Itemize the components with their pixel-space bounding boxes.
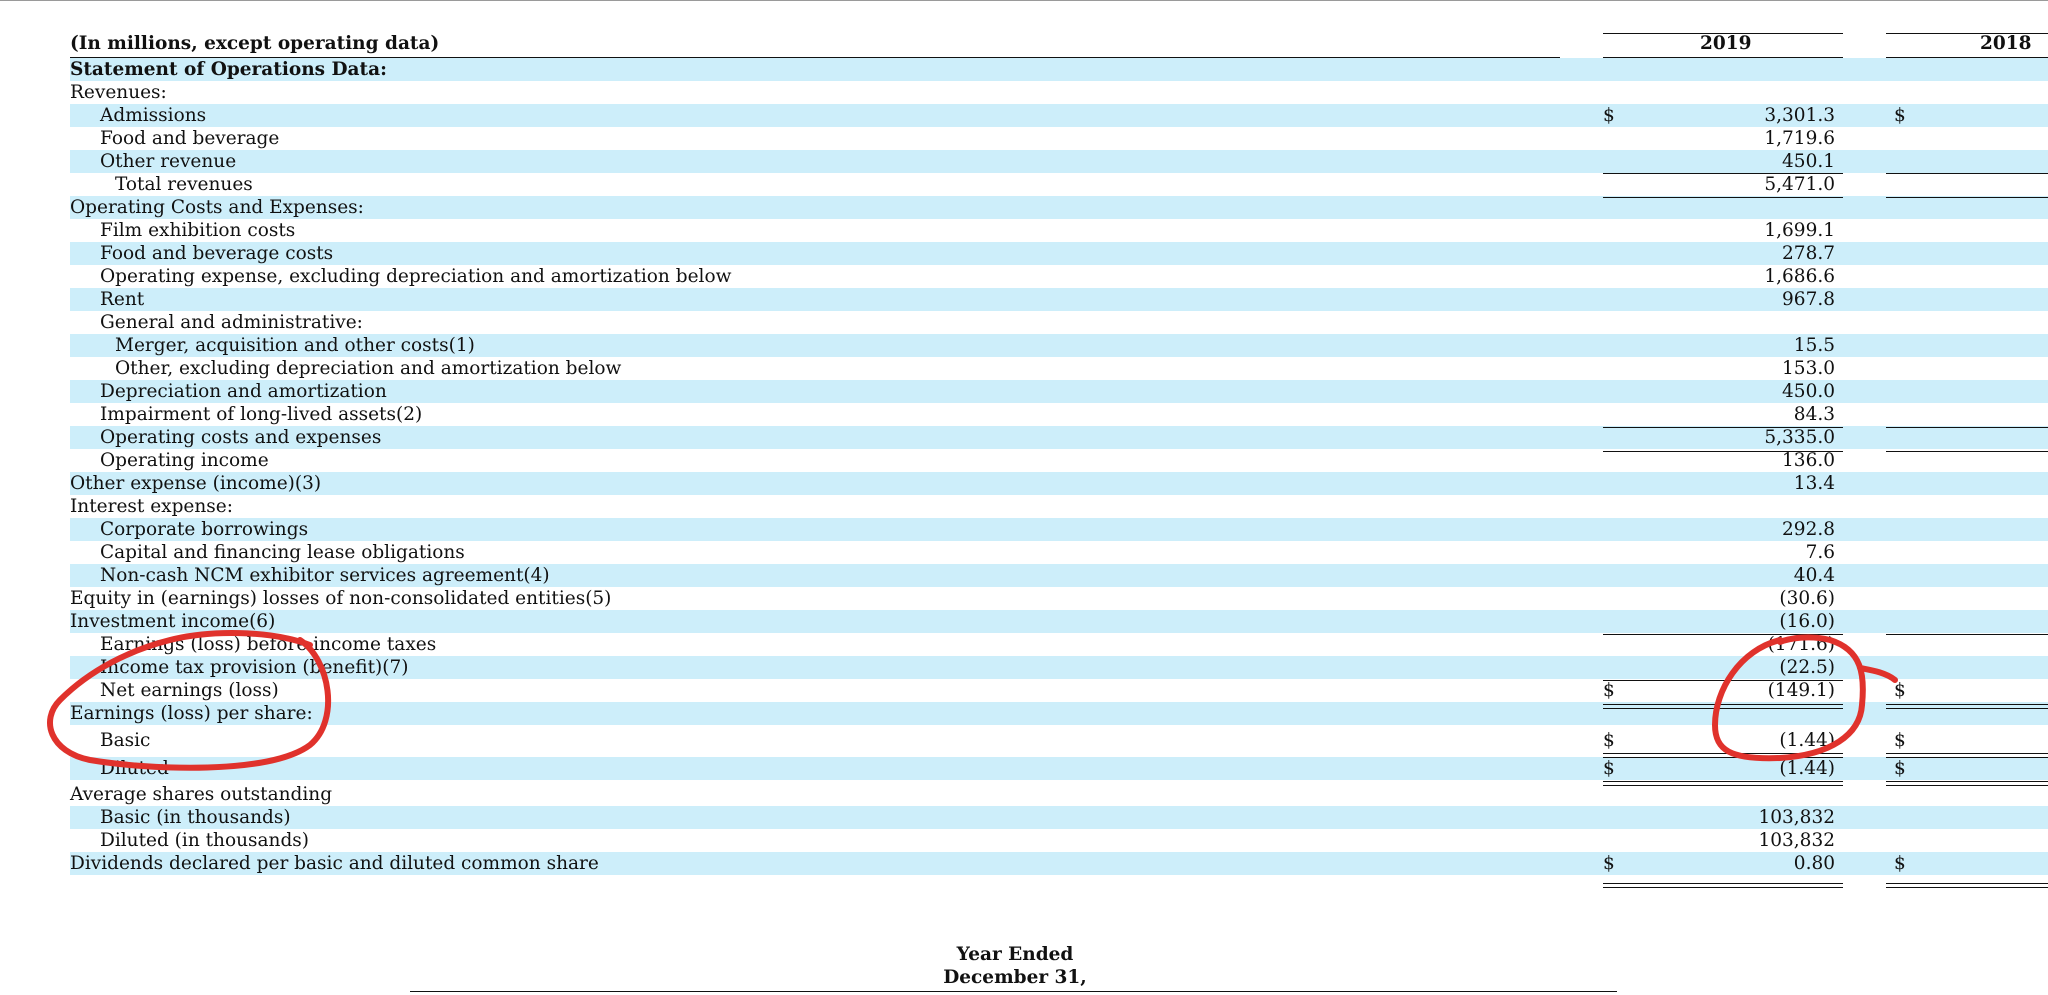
row-label: Diluted — [100, 758, 169, 779]
row-label: Total revenues — [115, 174, 253, 195]
row-label: Other revenue — [100, 151, 237, 172]
row-value-2019: (22.5) — [1779, 657, 1835, 678]
row-value-2019: 292.8 — [1782, 519, 1835, 540]
row-value-2019: 0.80 — [1793, 853, 1835, 874]
row-label: Other, excluding depreciation and amortization below — [115, 358, 622, 379]
row-label: Basic (in thousands) — [100, 807, 291, 828]
dollar-sign-2019: $ — [1603, 758, 1615, 779]
row-label: Depreciation and amortization — [100, 381, 387, 402]
annotation-circle-right — [1715, 637, 1895, 758]
dollar-sign-2019: $ — [1603, 105, 1615, 126]
dollar-sign-2018: $ — [1894, 758, 1906, 779]
row-label: Operating costs and expenses — [100, 427, 382, 448]
row-label: Food and beverage — [100, 128, 280, 149]
row-label: Admissions — [100, 105, 207, 126]
dollar-sign-2018: $ — [1894, 680, 1906, 701]
row-value-2019: (171.6) — [1767, 634, 1835, 655]
row-value-2019: 7.6 — [1805, 542, 1835, 563]
row-label: Income tax provision (benefit)(7) — [100, 657, 409, 678]
row-label: Dividends declared per basic and diluted common share — [70, 853, 599, 874]
row-label: Film exhibition costs — [100, 220, 296, 241]
row-label: Operating Costs and Expenses: — [70, 197, 364, 218]
row-label: Investment income(6) — [70, 611, 276, 632]
row-label: Operating expense, excluding depreciation and amortization below — [100, 266, 732, 287]
row-value-2019: (16.0) — [1779, 611, 1835, 632]
december-31-label: December 31, — [943, 967, 1087, 988]
row-value-2019: 40.4 — [1793, 565, 1835, 586]
row-label: Statement of Operations Data: — [70, 59, 387, 80]
row-value-2019: 278.7 — [1782, 243, 1835, 264]
row-value-2019: 136.0 — [1782, 450, 1835, 471]
row-value-2019: (30.6) — [1779, 588, 1835, 609]
row-value-2019: 15.5 — [1793, 335, 1835, 356]
row-value-2019: 1,686.6 — [1764, 266, 1835, 287]
dollar-sign-2019: $ — [1603, 853, 1615, 874]
row-label: Revenues: — [70, 82, 167, 103]
row-label: Operating income — [100, 450, 269, 471]
row-value-2019: 1,699.1 — [1764, 220, 1835, 241]
row-value-2019: 5,471.0 — [1764, 174, 1835, 195]
row-label: Merger, acquisition and other costs(1) — [115, 335, 475, 356]
row-label: Food and beverage costs — [100, 243, 334, 264]
row-label: Capital and financing lease obligations — [100, 542, 465, 563]
row-label: Net earnings (loss) — [100, 680, 279, 701]
row-value-2019: (1.44) — [1779, 730, 1835, 751]
row-value-2019: 3,301.3 — [1764, 105, 1835, 126]
row-value-2019: 84.3 — [1793, 404, 1835, 425]
row-label: Non-cash NCM exhibitor services agreement(4) — [100, 565, 550, 586]
year-ended-label: Year Ended — [956, 944, 1074, 965]
row-label: Corporate borrowings — [100, 519, 309, 540]
row-label: Equity in (earnings) losses of non-consolidated entities(5) — [70, 588, 612, 609]
row-value-2019: 153.0 — [1782, 358, 1835, 379]
row-label: Interest expense: — [70, 496, 233, 517]
row-value-2019: 103,832 — [1758, 807, 1835, 828]
row-label: General and administrative: — [100, 312, 363, 333]
row-value-2019: 967.8 — [1782, 289, 1835, 310]
row-value-2019: 103,832 — [1758, 830, 1835, 851]
year-2019-header: 2019 — [1700, 33, 1752, 54]
units-label: (In millions, except operating data) — [70, 33, 440, 54]
row-value-2019: 450.1 — [1782, 151, 1835, 172]
row-value-2019: 13.4 — [1793, 473, 1835, 494]
row-value-2019: 1,719.6 — [1764, 128, 1835, 149]
row-label: Diluted (in thousands) — [100, 830, 310, 851]
row-label: Basic — [100, 730, 151, 751]
dollar-sign-2018: $ — [1894, 853, 1906, 874]
row-value-2019: 450.0 — [1782, 381, 1835, 402]
row-label: Earnings (loss) before income taxes — [100, 634, 437, 655]
row-label: Average shares outstanding — [70, 784, 333, 805]
dollar-sign-2019: $ — [1603, 680, 1615, 701]
row-value-2019: (1.44) — [1779, 758, 1835, 779]
year-2018-header: 2018 — [1980, 33, 2032, 54]
dollar-sign-2019: $ — [1603, 730, 1615, 751]
annotation-circle-left — [50, 633, 328, 768]
row-label: Rent — [100, 289, 145, 310]
dollar-sign-2018: $ — [1894, 105, 1906, 126]
row-value-2019: (149.1) — [1767, 680, 1835, 701]
row-value-2019: 5,335.0 — [1764, 427, 1835, 448]
row-label: Impairment of long-lived assets(2) — [100, 404, 423, 425]
dollar-sign-2018: $ — [1894, 730, 1906, 751]
row-label: Other expense (income)(3) — [70, 473, 322, 494]
row-label: Earnings (loss) per share: — [70, 703, 313, 724]
